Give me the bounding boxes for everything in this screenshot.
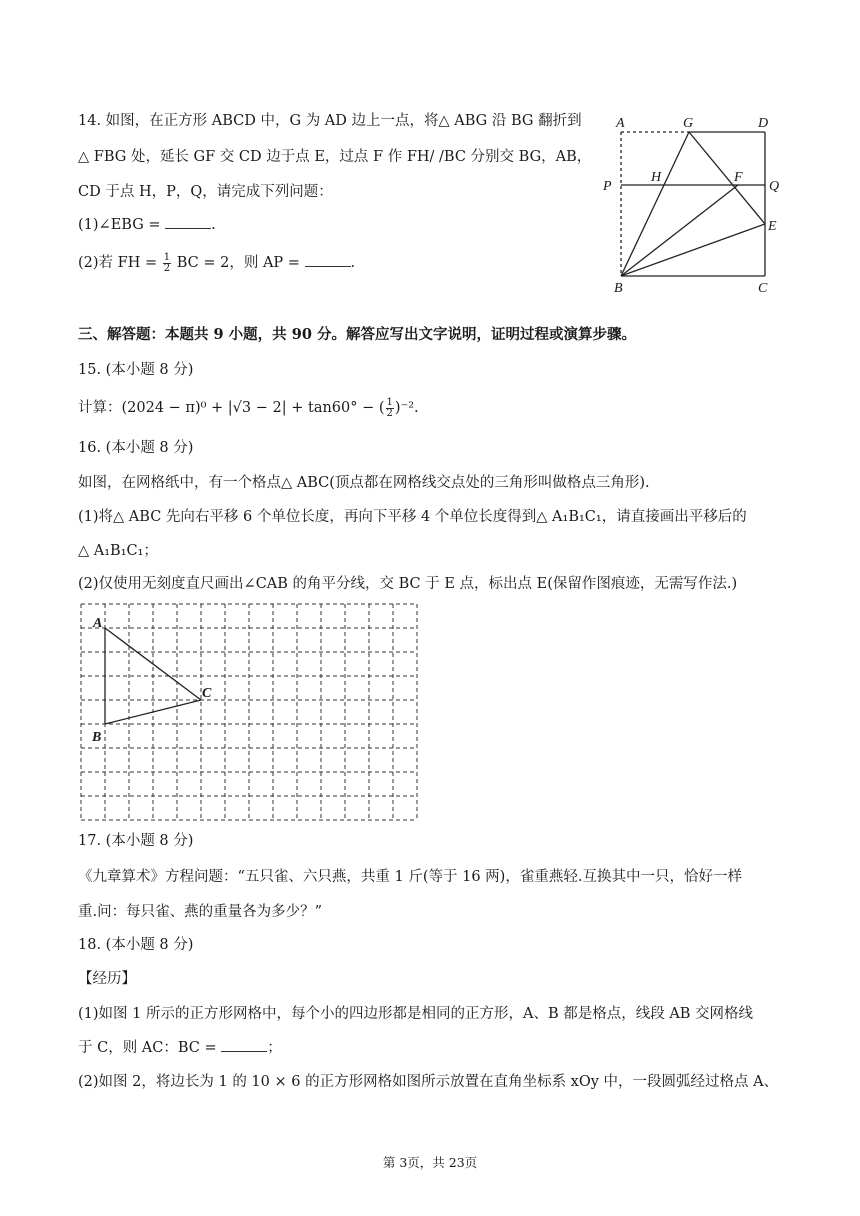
q14-sub2-prefix: (2)若 FH = (78, 255, 158, 271)
q14-line-1: 14. 如图，在正方形 ABCD 中，G 为 AD 边上一点，将△ ABG 沿 BG 翻折到 (78, 113, 582, 129)
label-g: G (683, 116, 694, 131)
q14-sub2-suffix: . (350, 255, 356, 271)
q16-line-2: (1)将△ ABC 先向右平移 6 个单位长度，再向下平移 4 个单位长度得到△ A₁B₁C₁，请直接画出平移后的 (78, 509, 747, 525)
q18-line-1: 【经历】 (78, 971, 136, 987)
label-d: D (758, 116, 769, 131)
q14-subquestion-2 (78, 252, 355, 274)
segment-ge (689, 132, 765, 224)
q15-expression-suffix: )⁻². (394, 400, 419, 416)
grid-label-c: C (202, 686, 212, 701)
label-f: F (734, 170, 743, 185)
label-p: P (603, 179, 612, 194)
segment-bf (621, 185, 738, 276)
label-q: Q (769, 179, 780, 194)
q17-heading: 17. (本小题 8 分) (78, 833, 194, 849)
q14-subquestion-1 (78, 214, 216, 236)
q17-line-1: 《九章算术》方程问题：“五只雀、六只燕，共重 1 斤(等于 16 两)，雀重燕轻.互换其中一只，恰好一样 (78, 869, 742, 885)
label-e: E (768, 219, 777, 234)
grid-label-a: A (93, 616, 103, 631)
q15-heading: 15. (本小题 8 分) (78, 362, 194, 378)
section-3-heading: 三、解答题：本题共 9 小题，共 90 分。解答应写出文字说明，证明过程或演算步骤。 (78, 326, 636, 343)
q17-line-2: 重.问：每只雀、燕的重量各为多少？” (78, 904, 323, 920)
page-footer: 第 3页，共 23页 (382, 1155, 478, 1170)
dashed-grid (81, 604, 417, 820)
q15-fraction: $\frac{1}{2}$ (386, 396, 393, 419)
q14-sub1-suffix: . (211, 217, 216, 233)
label-c: C (758, 281, 768, 296)
q18-heading: 18. (本小题 8 分) (78, 937, 194, 953)
q14-sub1-prefix: (1)∠EBG = (78, 217, 161, 233)
q14-sub2-fraction: $\frac{1}{2}$ (163, 251, 171, 274)
q18-line-4: (2)如图 2，将边长为 1 的 10 × 6 的正方形网格如图所示放置在直角坐标系 xOy 中，一段圆弧经过格点 A、 (78, 1074, 779, 1090)
q16-heading: 16. (本小题 8 分) (78, 440, 194, 456)
segment-be (621, 224, 765, 276)
q16-line-4: (2)仅使用无刻度直尺画出∠CAB 的角平分线，交 BC 于 E 点，标出点 E(保留作图痕迹，无需写作法.) (78, 576, 738, 592)
q14-sub2-answer-blank[interactable] (305, 252, 351, 267)
segment-bc (105, 700, 201, 724)
q14-line-2: △ FBG 处，延长 GF 交 CD 边于点 E，过点 F 作 FH/ /BC 分别交 BG，AB， (78, 149, 592, 165)
q15-expression-prefix: 计算：(2024 − π)⁰ + |√3 − 2| + tan60° − ( (78, 400, 385, 416)
q16-line-3: △ A₁B₁C₁； (78, 543, 158, 559)
grid-label-b: B (92, 730, 102, 745)
q18-line-3 (78, 1037, 282, 1059)
q14-sub1-answer-blank[interactable] (165, 214, 211, 229)
q18-line-2: (1)如图 1 所示的正方形网格中，每个小的四边形都是相同的正方形，A、B 都是格点，线段 AB 交网格线 (78, 1006, 754, 1022)
label-a: A (616, 116, 625, 131)
q18-line-3-prefix: 于 C，则 AC：BC = (78, 1040, 217, 1056)
q14-sub2-mid: BC = 2，则 AP = (176, 255, 300, 271)
q18-line-3-suffix: ； (267, 1040, 282, 1056)
segment-ac (105, 628, 201, 700)
q15-expression (78, 397, 419, 419)
label-b: B (614, 281, 623, 296)
segment-bg (621, 132, 689, 276)
label-h: H (651, 170, 662, 185)
q18-answer-blank[interactable] (221, 1037, 267, 1052)
q14-line-3: CD 于点 H，P，Q，请完成下列问题： (78, 184, 333, 200)
q16-line-1: 如图，在网格纸中，有一个格点△ ABC(顶点都在网格线交点处的三角形叫做格点三角形). (78, 475, 650, 491)
